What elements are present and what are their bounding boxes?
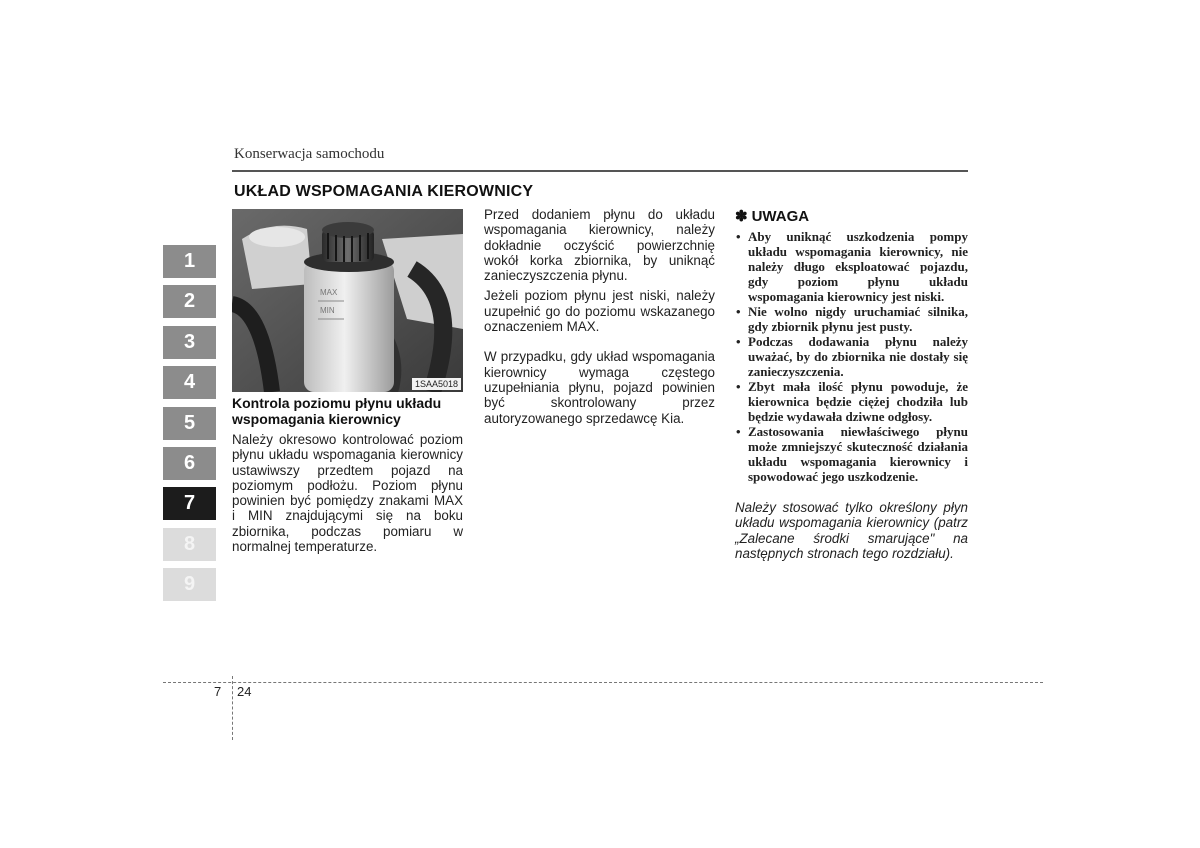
paragraph-dealer-check: W przypadku, gdy układ wspomagania kierownicy wymaga częstego uzupełniania płynu, pojazd powinien być skontrolowany przez autoryzowanego sprzedawcę Kia.: [484, 349, 715, 426]
fluid-type-note: Należy stosować tylko określony płyn układu wspomagania kierownicy (patrz „Zalecane środki smarujące" na następnych stronach tego rozdziału).: [735, 500, 968, 561]
bullet-icon: •: [736, 334, 741, 349]
chapter-tab-3[interactable]: 3: [163, 326, 216, 359]
chapter-tabs: [163, 245, 216, 609]
reservoir-illustration: [232, 209, 463, 392]
caution-title: UWAGA: [751, 207, 810, 225]
bullet-icon: •: [736, 229, 741, 244]
reservoir-photo: [232, 209, 463, 392]
bullet-icon: •: [736, 379, 741, 394]
min-mark: MIN: [320, 306, 335, 315]
chapter-tab-8[interactable]: 8: [163, 528, 216, 561]
caution-item: • Nie wolno nigdy uruchamiać silnika, gdy zbiornik płynu jest pusty.: [736, 304, 968, 334]
paragraph-low-level: Jeżeli poziom płynu jest niski, należy uzupełnić go do poziomu wskazanego oznaczeniem MAX.: [484, 288, 715, 335]
bullet-icon: •: [736, 304, 741, 319]
column-left: [232, 395, 463, 554]
bullet-icon: •: [736, 424, 741, 439]
asterisk-icon: ✽: [735, 208, 748, 225]
column-middle: [484, 207, 715, 431]
chapter-tab-9[interactable]: 9: [163, 568, 216, 601]
column-caution: [735, 207, 968, 561]
caution-list: [735, 229, 968, 484]
footer-page-number: 24: [237, 684, 252, 699]
chapter-tab-2[interactable]: 2: [163, 285, 216, 318]
footer-divider: [232, 676, 233, 740]
footer-chapter-number: 7: [214, 684, 222, 699]
caution-item: • Podczas dodawania płynu należy uważać, by do zbiornika nie dostały się zanieczyszczenia.: [736, 334, 968, 379]
paragraph-fluid-level: Należy okresowo kontrolować poziom płynu układu wspomagania kierownicy ustawiwszy przedtem pojazd na poziomym podłożu. Poziom płynu powinien być pomiędzy znakami MAX i MIN znajdującymi się na boku zbiornika, podczas pomiaru w normalnej temperaturze.: [232, 432, 463, 555]
max-mark: MAX: [320, 288, 338, 297]
section-title: UKŁAD WSPOMAGANIA KIEROWNICY: [234, 183, 534, 200]
caution-item: • Zastosowania niewłaściwego płynu może zmniejszyć skuteczność działania układu wspomagania kierownicy i spowodować jego uszkodzenie.: [736, 424, 968, 484]
paragraph-cleaning: Przed dodaniem płynu do układu wspomagania kierownicy, należy dokładnie oczyścić powierzchnię wokół korka zbiornika, by uniknąć zanieczyszczenia płynu.: [484, 207, 715, 284]
caution-item: • Zbyt mała ilość płynu powoduje, że kierownica będzie ciężej chodziła lub będzie wydawała dziwne odgłosy.: [736, 379, 968, 424]
chapter-tab-7-active[interactable]: 7: [163, 487, 216, 520]
subheading-fluid-level-check: Kontrola poziomu płynu układu wspomagania kierownicy: [232, 395, 442, 427]
photo-code-label: 1SAA5018: [412, 378, 461, 390]
footer-rule: [163, 682, 1043, 683]
chapter-tab-4[interactable]: 4: [163, 366, 216, 399]
chapter-tab-6[interactable]: 6: [163, 447, 216, 480]
chapter-tab-5[interactable]: 5: [163, 407, 216, 440]
caution-item: • Aby uniknąć uszkodzenia pompy układu wspomagania kierownicy, nie należy długo eksploatować pojazdu, gdy poziom płynu układu wspomagania kierownicy jest niski.: [736, 229, 968, 304]
chapter-tab-1[interactable]: 1: [163, 245, 216, 278]
header-rule: [232, 170, 968, 172]
caution-heading: [735, 207, 968, 225]
running-header-title: Konserwacja samochodu: [234, 146, 385, 162]
